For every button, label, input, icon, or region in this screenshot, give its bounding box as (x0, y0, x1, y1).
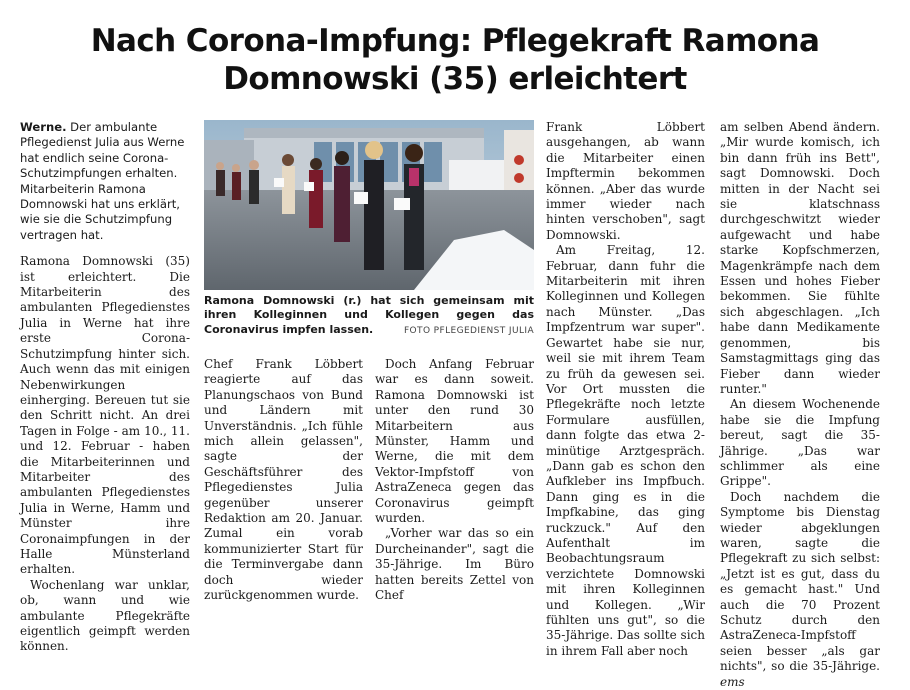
lead-paragraph (20, 120, 190, 243)
lead-text: Der ambulante Pflegedienst Julia aus Werne hat endlich seine Corona-Schutzimpfungen erhalten. Mitarbeiterin Ramona Domnowski hat uns erklärt, wie sie die Schutzimpfung vertragen hat. (20, 120, 185, 242)
column-5 (720, 120, 880, 690)
last-paragraph-text: Doch nachdem die Symptome bis Dienstag wieder abgeklungen waren, sagte die Pflegekraft zu sich selbst: „Jetzt ist es gut, dass du es gemacht hast." Und auch die 70 Prozent Schutz durch den AstraZeneca-Impfstoff seien besser „als gar nichts", so die 35-Jährige. (720, 489, 880, 674)
body-paragraph: Wochenlang war unklar, ob, wann und wie ambulante Pflegekräfte eigentlich geimpft werden können. (20, 577, 190, 654)
column-4 (546, 120, 705, 659)
photo-caption: Ramona Domnowski (r.) hat sich gemeinsam mit ihren Kolleginnen und Kollegen gegen das Coronavirus impfen lassen. (204, 294, 534, 336)
body-paragraph: Doch Anfang Februar war es dann soweit. Ramona Domnowski ist unter den rund 30 Mitarbeitern aus Münster, Hamm und Werne, die mit dem Vektor-Impfstoff von AstraZeneca gegen das Coronavirus geimpft wurden. (375, 357, 534, 526)
headline (20, 22, 890, 98)
column-1 (20, 120, 190, 655)
body-paragraph: am selben Abend ändern. „Mir wurde komisch, ich bin dann früh ins Bett", sagt Domnowski. Doch mitten in der Nacht sei sie klatschnass durchgeschwitzt wieder aufgewacht und habe starke Kopfschmerzen, Magenkrämpfe nach dem Essen und hohes Fieber bekommen. Sie fühlte sich abgeschlagen. „Ich habe dann Medikamente genommen, bis Samstagmittags ging das Fieber dann wieder runter." (720, 120, 880, 396)
dateline: Werne. (20, 120, 67, 134)
body-paragraph: Am Freitag, 12. Februar, dann fuhr die Mitarbeiterin mit ihren Kolleginnen und Kollegen nach Münster. „Das Impfzentrum war super". Gewartet habe sie nur, weil sie mit ihrem Team zu früh da gewesen sei. Vor Ort mussten die Pflegekräfte noch letzte Formulare ausfüllen, dann folgte das etwa 2-minütige Arztgespräch. „Dann gab es schon den Aufkleber ins Impfbuch. Dann ging es in die Impfkabine, das ging ruckzuck." Auf den Aufenthalt im Beobachtungsraum verzichtete Domnowski mit ihren Kolleginnen und Kollegen. „Wir fühlten uns gut", so die 35-Jährige. Das sollte sich in ihrem Fall aber noch (546, 243, 705, 658)
headline-line-1: Nach Corona-Impfung: Pflegekraft Ramona (90, 23, 820, 59)
body-paragraph: Frank Löbbert ausgehangen, ab wann die Mitarbeiter einen Impftermin bekommen können. „Aber das wurde immer wieder nach hinten verschoben", sagt Domnowski. (546, 120, 705, 242)
photo-credit: FOTO PFLEGEDIENST JULIA (403, 326, 534, 336)
body-paragraph: „Vorher war das so ein Durcheinander", sagt die 35-Jährige. Im Büro hatten bereits Zettel von Chef (375, 526, 534, 603)
body-paragraph: An diesem Wochenende habe sie die Impfung bereut, sagt die 35-Jährige. „Das war schlimmer als eine Grippe". (720, 397, 880, 489)
column-2 (204, 357, 363, 604)
article-photo (204, 120, 534, 290)
headline-line-2: Domnowski (35) erleichtert (223, 61, 687, 97)
body-paragraph: Chef Frank Löbbert reagierte auf das Planungschaos von Bund und Ländern mit Unverständnis. „Ich fühle mich allein gelassen", sagte der Geschäftsführer des Pflegedienstes Julia gegenüber unserer Redaktion am 20. Januar. Zumal ein vorab kommunizierter Start für die Terminvergabe dann doch wieder zurückgenommen wurde. (204, 357, 363, 603)
body-paragraph (720, 490, 880, 690)
author-signature: ems (720, 674, 745, 689)
body-paragraph: Ramona Domnowski (35) ist erleichtert. Die Mitarbeiterin des ambulanten Pflegedienstes Julia in Werne hat ihre erste Corona-Schutzimpfung hinter sich. Auch wenn das mit einigen Nebenwirkungen einherging. Bereuen tut sie den Schritt nicht. An drei Tagen in Folge - am 10., 11. und 12. Februar - haben die Mitarbeiterinnen und Mitarbeiter des ambulanten Pflegedienstes Julia in Werne, Hamm und Münster ihre Coronaimpfungen in der Halle Münsterland erhalten. (20, 254, 190, 577)
column-3 (375, 357, 534, 604)
